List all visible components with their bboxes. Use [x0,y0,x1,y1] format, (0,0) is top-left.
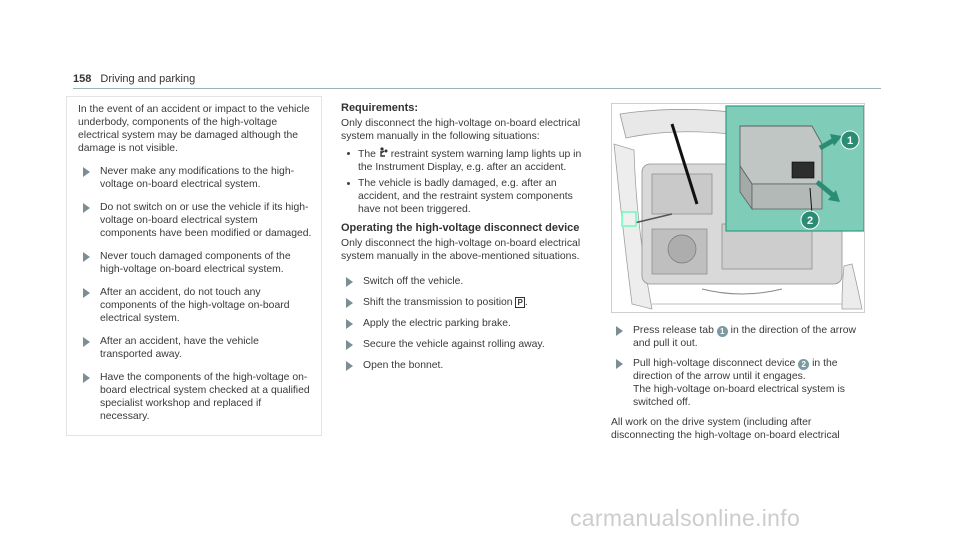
operating-step: Switch off the vehicle. [341,275,596,288]
requirements-column [341,102,596,380]
arrow-bullet-icon [83,167,90,177]
warning-note-box [66,96,322,436]
figure-callout-2 [801,211,819,229]
requirement-item: The vehicle is badly damaged, e.g. after an accident, and the restraint system components have not been triggered. [341,177,596,216]
arrow-bullet-icon [346,319,353,329]
arrow-bullet-icon [616,326,623,336]
procedure-step: Pull high-voltage disconnect device 2 in the direction of the arrow until it engages. The high-voltage on-board electrical system is switched off. [611,357,873,409]
requirements-intro: Only disconnect the high-voltage on-board electrical system manually in the following situations: [341,118,581,142]
callout-badge-2: 2 [798,359,809,370]
section-title: Driving and parking [100,73,196,85]
operating-step: Shift the transmission to position P . [341,296,596,309]
arrow-bullet-icon [83,252,90,262]
arrow-bullet-icon [83,337,90,347]
note-item: Do not switch on or use the vehicle if its high-voltage on-board electrical system components have been modified or damaged. [78,201,313,240]
callout-badge-1: 1 [717,326,728,337]
watermark-text: carmanualsonline.info [570,505,801,531]
procedure-column [611,324,873,442]
arrow-bullet-icon [83,203,90,213]
note-item: After an accident, have the vehicle transported away. [78,335,313,361]
svg-text:2: 2 [806,215,814,227]
arrow-bullet-icon [83,288,90,298]
page-header [73,73,195,85]
operating-step: Secure the vehicle against rolling away. [341,338,596,351]
engine-bay-drawing [612,104,865,313]
procedure-step: Press release tab 1 in the direction of the arrow and pull it out. [611,324,873,350]
operating-step: Open the bonnet. [341,359,596,372]
operating-intro: Only disconnect the high-voltage on-board electrical system manually in the above-mentioned situations. [341,238,581,262]
operating-heading: Operating the high-voltage disconnect device [341,222,580,234]
note-item: Never make any modifications to the high-voltage on-board electrical system. [78,165,313,191]
requirement-item: The restraint system warning lamp lights up in the Instrument Display, e.g. after an accident. [341,147,596,174]
arrow-bullet-icon [616,359,623,369]
arrow-bullet-icon [83,373,90,383]
gear-p-symbol: P [517,298,523,307]
closing-paragraph: All work on the drive system (including after disconnecting the high-voltage on-board electrical [611,417,840,441]
step-result: The high-voltage on-board electrical system is switched off. [633,384,845,408]
engine-bay-illustration [611,103,865,313]
note-intro: In the event of an accident or impact to the vehicle underbody, components of the high-voltage electrical system may be damaged although the damage is not visible. [78,104,310,154]
restraint-system-icon [379,147,388,161]
arrow-bullet-icon [346,277,353,287]
operating-step: Apply the electric parking brake. [341,317,596,330]
note-item: Never touch damaged components of the high-voltage on-board electrical system. [78,250,313,276]
page-number: 158 [73,73,92,85]
header-divider [73,88,881,89]
requirements-heading: Requirements: [341,102,419,114]
arrow-bullet-icon [346,340,353,350]
arrow-bullet-icon [346,298,353,308]
arrow-bullet-icon [346,361,353,371]
note-item: Have the components of the high-voltage on-board electrical system checked at a qualified specialist workshop and replaced if necessary. [78,371,313,423]
note-item: After an accident, do not touch any components of the high-voltage on-board electrical system. [78,286,313,325]
figure-callout-1 [841,131,859,149]
svg-text:1: 1 [846,135,854,147]
